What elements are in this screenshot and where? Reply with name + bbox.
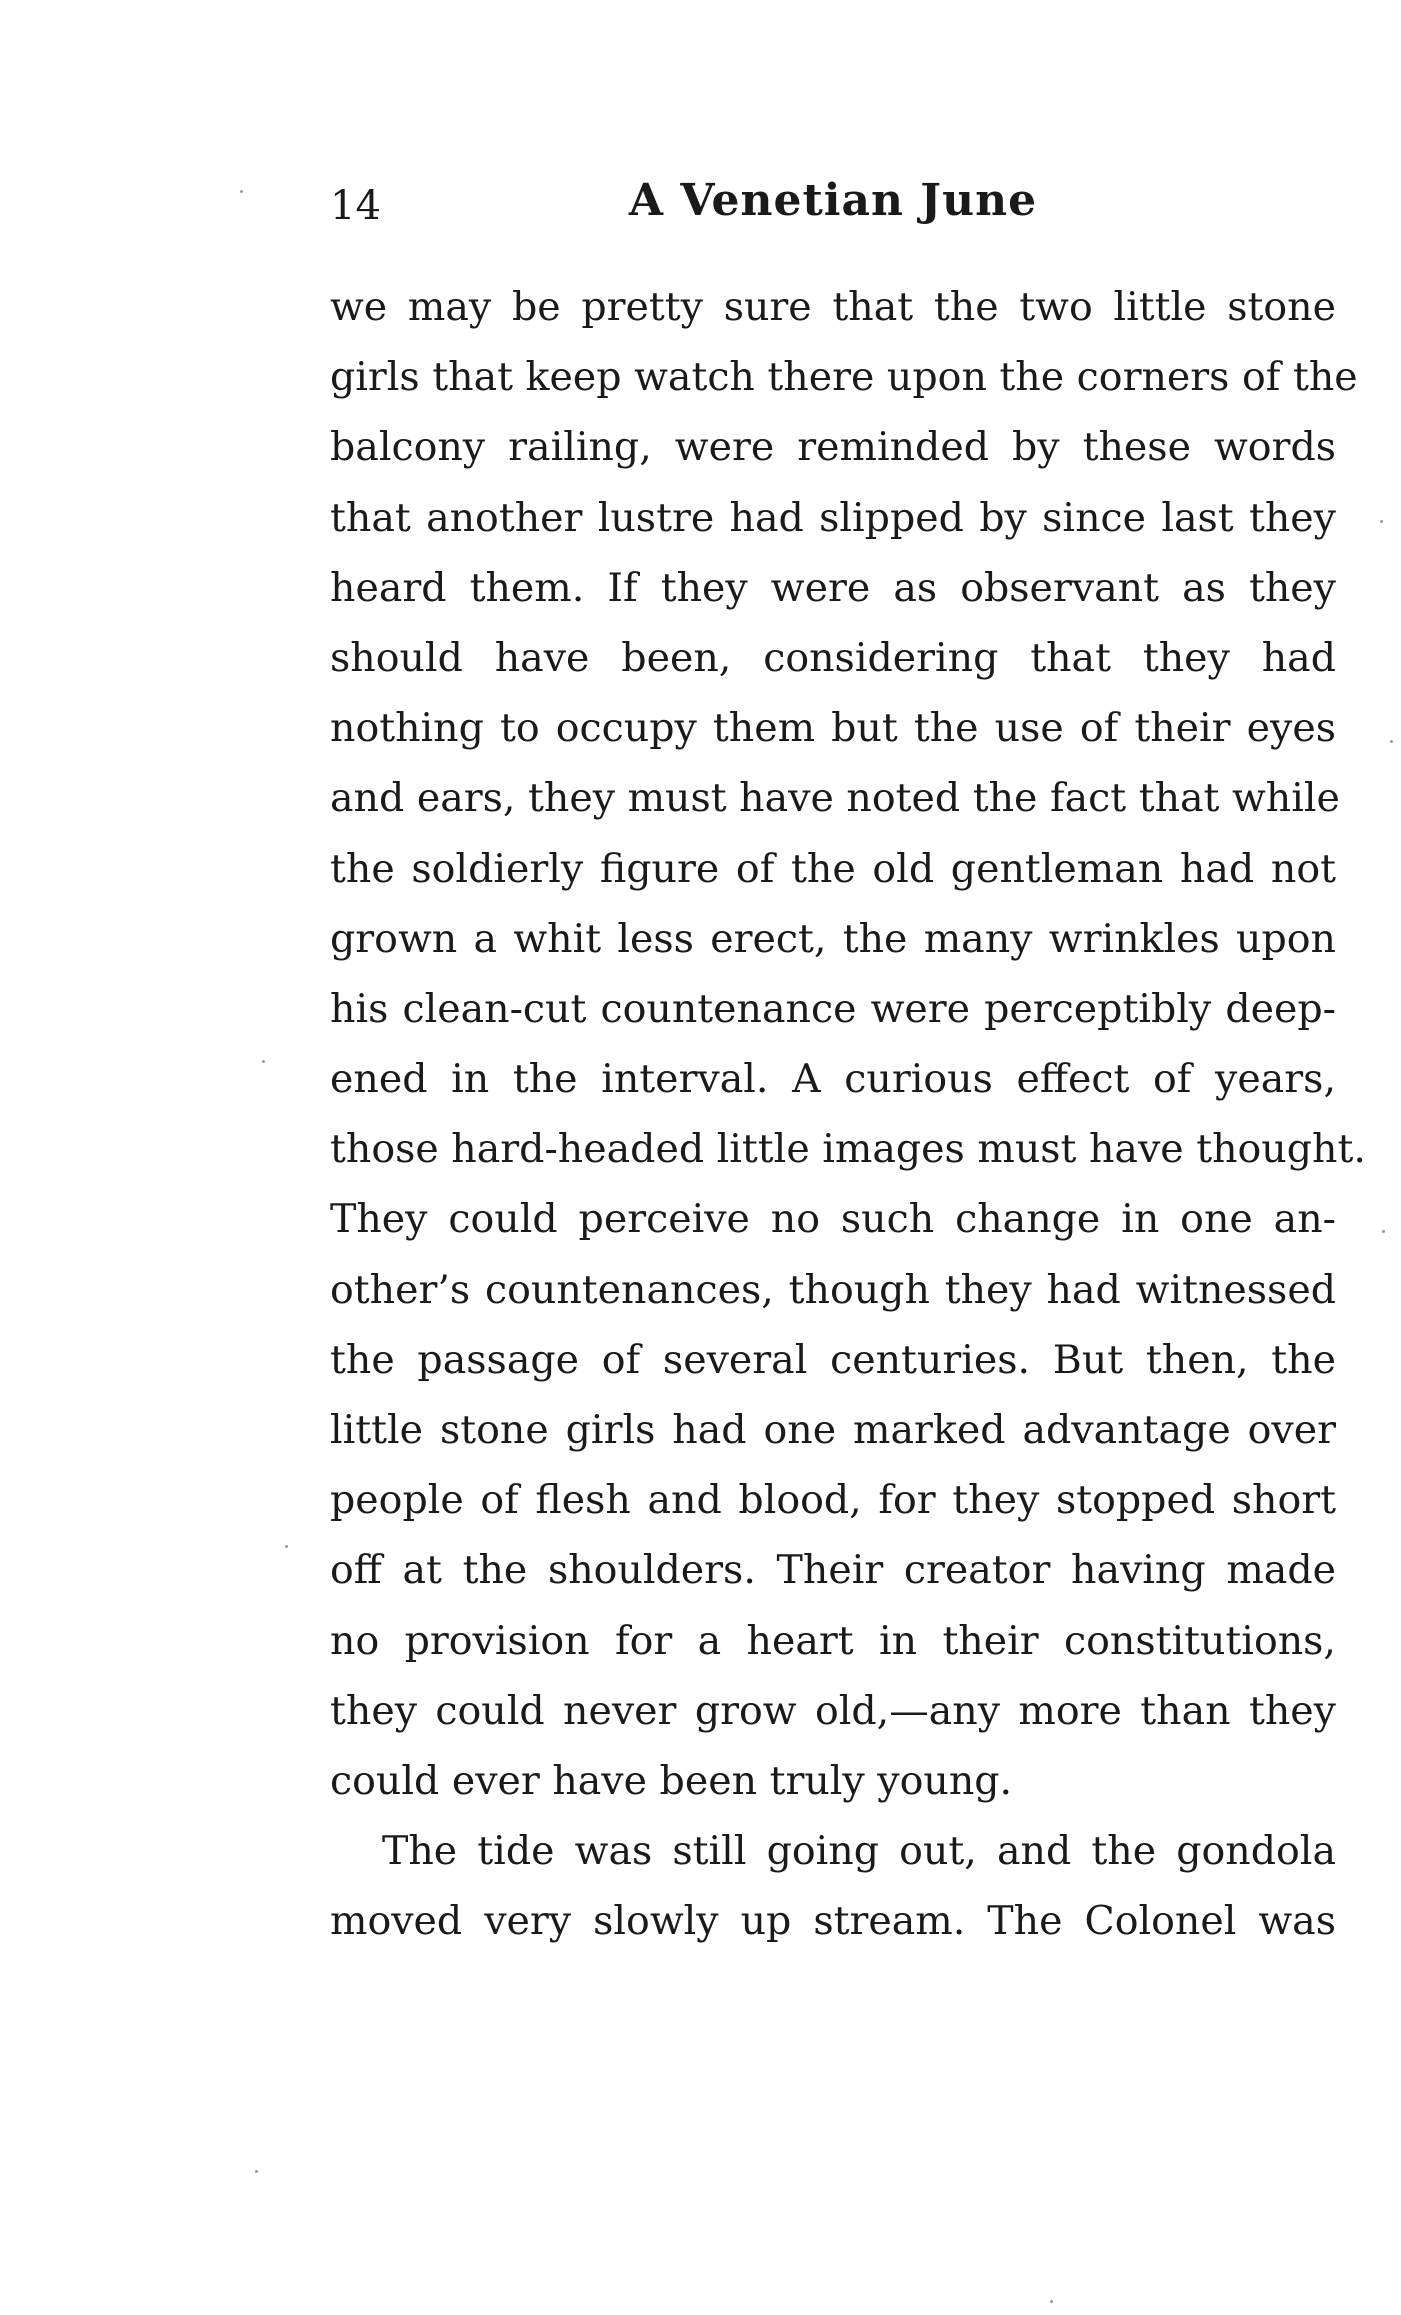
text-line: The tide was still going out, and the gondola	[382, 1828, 1336, 1875]
text-line: and ears, they must have noted the fact that while	[330, 775, 1340, 822]
text-line: grown a whit less erect, the many wrinkles upon	[330, 915, 1336, 962]
text-line: off at the shoulders. Their creator having made	[330, 1547, 1336, 1594]
text-line: they could never grow old,—any more than they	[330, 1687, 1336, 1734]
text-line: that another lustre had slipped by since last they	[330, 494, 1336, 541]
text-line: ened in the interval. A curious effect of years,	[330, 1056, 1336, 1103]
text-line: should have been, considering that they had	[330, 634, 1336, 681]
text-line: They could perceive no such change in one an-	[330, 1196, 1336, 1243]
paper-speck	[262, 1060, 265, 1063]
text-line: those hard-headed little images must have thought.	[330, 1126, 1366, 1173]
text-line: other’s countenances, though they had witnessed	[330, 1266, 1336, 1313]
paper-speck	[1382, 1230, 1385, 1233]
paper-speck	[1380, 520, 1383, 523]
page-number: 14	[330, 183, 381, 229]
text-line: people of flesh and blood, for they stopped short	[330, 1477, 1336, 1524]
paragraph	[330, 1816, 1336, 1956]
paragraph	[330, 272, 1366, 1816]
text-line: nothing to occupy them but the use of their eyes	[330, 705, 1336, 752]
paper-speck	[240, 190, 243, 193]
paper-speck	[255, 2170, 258, 2173]
text-line: the passage of several centuries. But then, the	[330, 1336, 1336, 1383]
text-line: we may be pretty sure that the two little stone	[330, 284, 1336, 330]
text-line: little stone girls had one marked advantage over	[330, 1407, 1336, 1453]
text-line: balcony railing, were reminded by these words	[330, 424, 1336, 471]
running-head	[330, 165, 1336, 245]
body-text	[330, 272, 1366, 1957]
paper-speck	[285, 1545, 288, 1548]
paper-speck	[1050, 2300, 1053, 2303]
text-line: moved very slowly up stream. The Colonel was	[330, 1898, 1336, 1945]
running-title: A Venetian June	[628, 175, 1038, 226]
text-line: no provision for a heart in their constitutions,	[330, 1617, 1336, 1664]
text-line: girls that keep watch there upon the corners of the	[330, 354, 1358, 401]
text-line: the soldierly figure of the old gentleman had not	[330, 845, 1336, 892]
text-line: heard them. If they were as observant as they	[330, 564, 1336, 611]
text-line: his clean-cut countenance were perceptibly deep-	[330, 985, 1336, 1032]
text-line: could ever have been truly young.	[330, 1757, 1013, 1804]
paper-speck	[1390, 740, 1393, 743]
